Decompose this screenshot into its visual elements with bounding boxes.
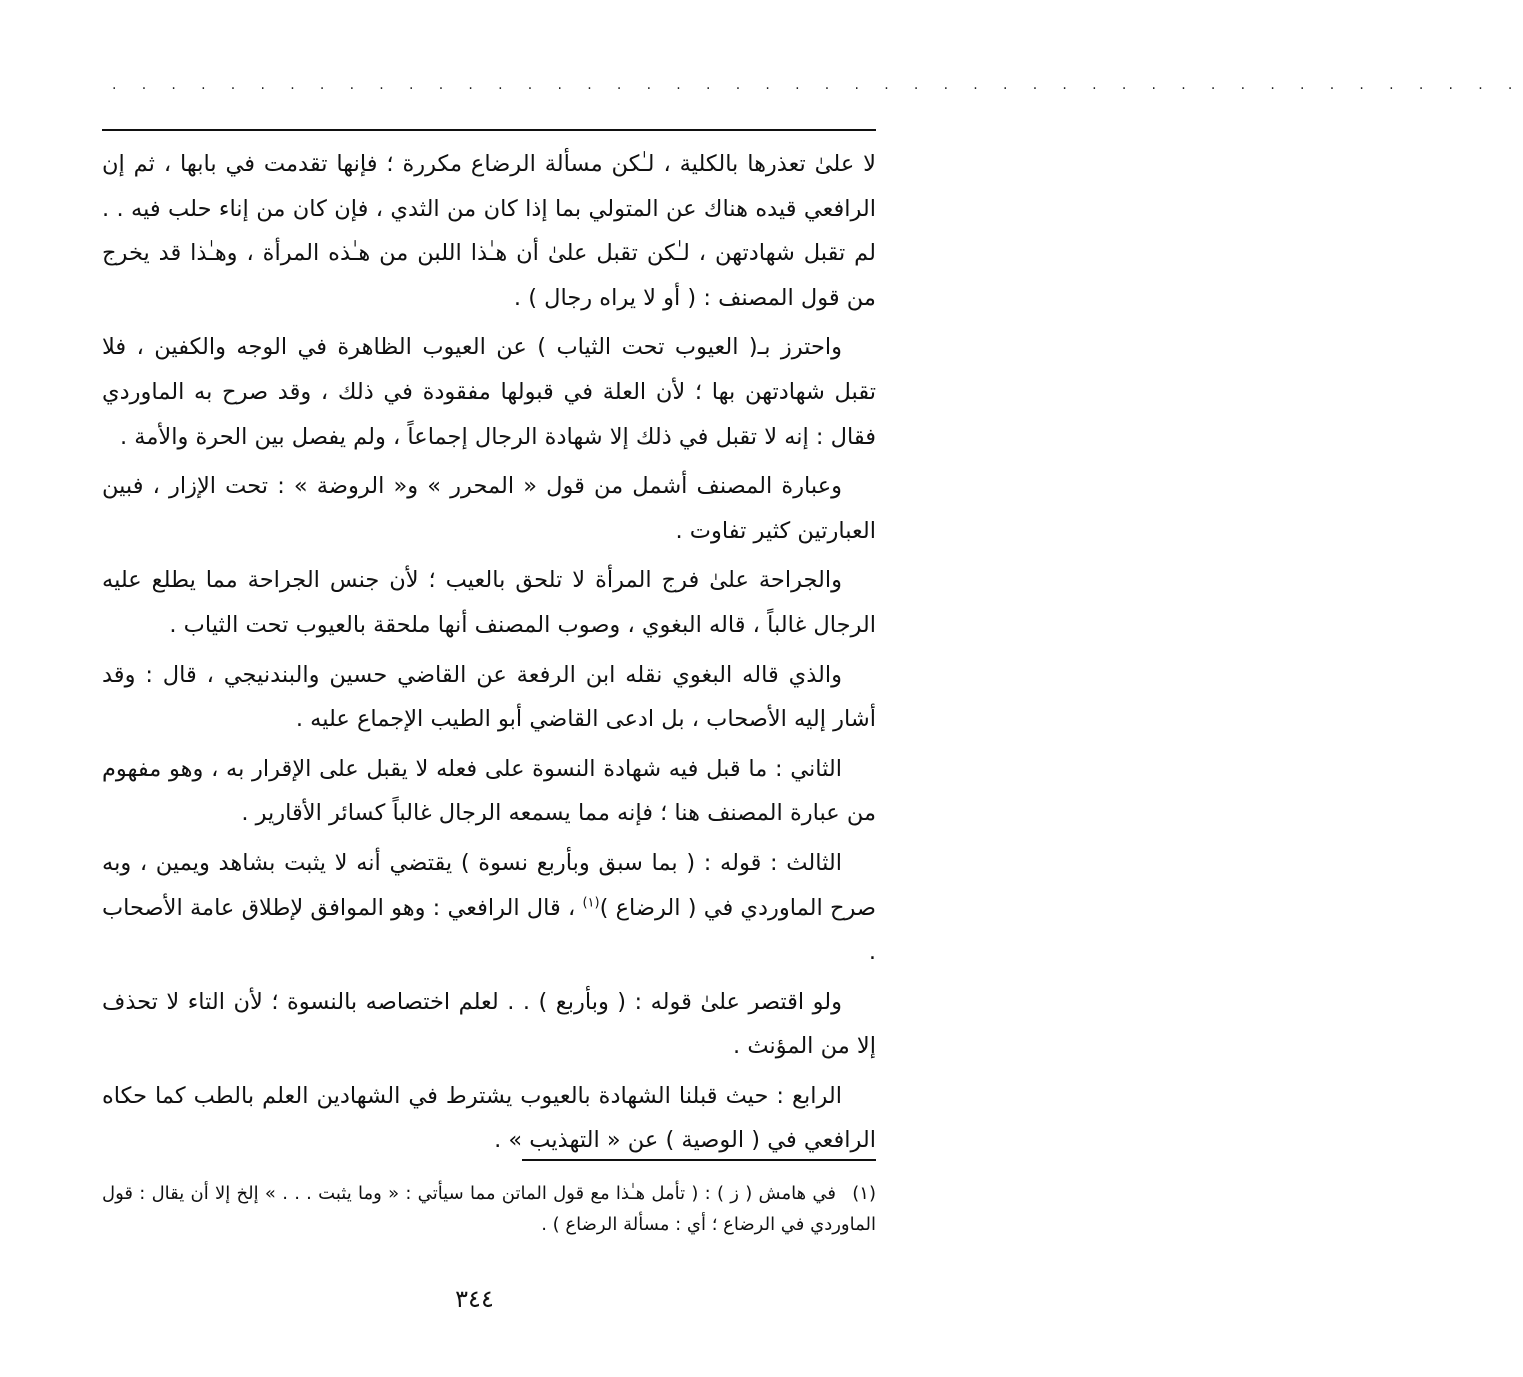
main-text	[102, 142, 876, 1168]
paragraph: واحترز بـ( العيوب تحت الثياب ) عن العيوب الظاهرة في الوجه والكفين ، فلا تقبل شهادتهن بها ؛ لأن العلة في قبولها مفقودة في ذلك ، وقد صرح به الماوردي فقال : إنه لا تقبل في ذلك إلا شهادة الرجال إجماعاً ، ولم يفصل بين الحرة والأمة .	[102, 334, 876, 450]
page-number: ٣٤٤	[455, 1285, 494, 1313]
paragraph: والذي قاله البغوي نقله ابن الرفعة عن القاضي حسين والبندنيجي ، قال : وقد أشار إليه الأصحاب ، بل ادعى القاضي أبو الطيب الإجماع عليه .	[102, 661, 876, 733]
header-rule	[102, 129, 876, 131]
footnote-separator	[522, 1159, 876, 1161]
footnote-text: في هامش ( ز ) : ( تأمل هـٰذا مع قول الماتن مما سيأتي : « وما يثبت . . . » إلخ إلا أن يقال : قول الماوردي في الرضاع ؛ أي : مسألة الرضاع ) .	[102, 1183, 876, 1235]
footnote-reference[interactable]: (١)	[582, 895, 600, 910]
header-dotted-line: · · · · · · · · · · · · · · · · · · · · · · · · · · · · · · · · · · · · · · · · · · · · · · · ·	[112, 81, 1523, 97]
paragraph: الرابع : حيث قبلنا الشهادة بالعيوب يشترط في الشهادين العلم بالطب كما حكاه الرافعي في ( الوصية ) عن « التهذيب » .	[102, 1082, 876, 1154]
paragraph-with-footnote-ref	[102, 841, 876, 975]
footnote-number: (١)	[852, 1183, 876, 1204]
paragraph-text: ، قال الرافعي : وهو الموافق لإطلاق عامة الأصحاب .	[102, 894, 876, 966]
paragraph: لا علىٰ تعذرها بالكلية ، لـٰكن مسألة الرضاع مكررة ؛ فإنها تقدمت في بابها ، ثم إن الرافعي قيده هناك عن المتولي بما إذا كان من الثدي ، فإن كان من إناء حلب فيه . . لم تقبل شهادتهن ، لـٰكن تقبل علىٰ أن هـٰذا اللبن من هـٰذه المرأة ، وهـٰذا قد يخرج من قول المصنف : ( أو لا يراه رجال ) .	[102, 151, 876, 311]
paragraph: والجراحة علىٰ فرج المرأة لا تلحق بالعيب ؛ لأن جنس الجراحة مما يطلع عليه الرجال غالباً ، قاله البغوي ، وصوب المصنف أنها ملحقة بالعيوب تحت الثياب .	[102, 567, 876, 638]
paragraph: الثاني : ما قبل فيه شهادة النسوة على فعله لا يقبل على الإقرار به ، وهو مفهوم من عبارة المصنف هنا ؛ فإنه مما يسمعه الرجال غالباً كسائر الأقارير .	[102, 755, 876, 827]
footnote	[102, 1178, 876, 1240]
paragraph-text: الثالث : قوله : ( بما سبق وبأربع نسوة ) يقتضي أنه لا يثبت بشاهد ويمين ، وبه صرح الماوردي في ( الرضاع )	[102, 849, 877, 921]
paragraph: ولو اقتصر علىٰ قوله : ( وبأربع ) . . لعلم اختصاصه بالنسوة ؛ لأن التاء لا تحذف إلا من المؤنث .	[102, 988, 876, 1060]
paragraph: وعبارة المصنف أشمل من قول « المحرر » و« الروضة » : تحت الإزار ، فبين العبارتين كثير تفاوت .	[102, 473, 876, 544]
